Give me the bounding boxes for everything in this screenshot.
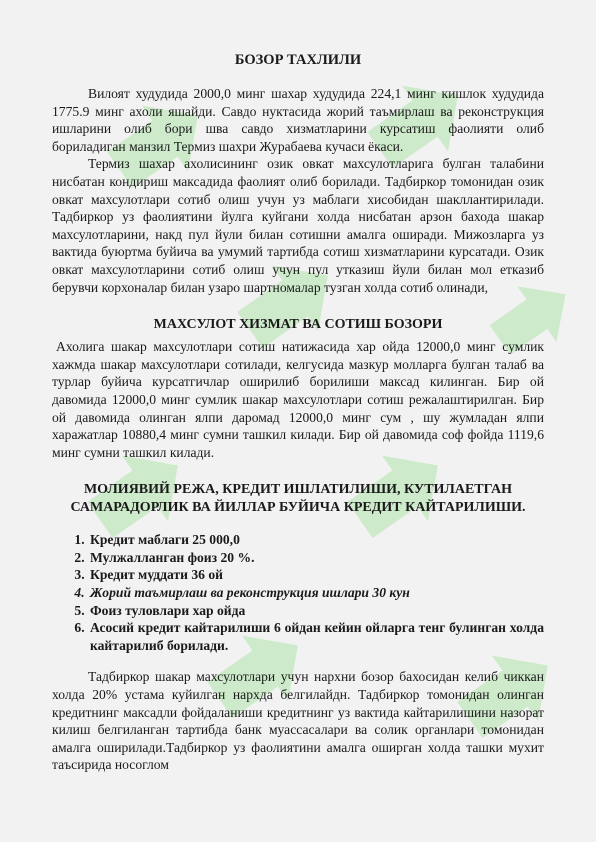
finance-item-interest-rate: 2. Мулжалланган фоиз 20 %. [88, 549, 544, 567]
finance-item-credit-amount: 1. Кредит маблаги 25 000,0 [88, 531, 544, 549]
finance-item-repayment: 6. Асосий кредит кайтарилиши 6 ойдан кейин ойларга тенг булинган холда кайтарилиб борилади. [88, 619, 544, 654]
finance-item-interest-payments: 5. Фоиз туловлари хар ойда [88, 602, 544, 620]
market-paragraph: Ахолига шакар махсулотлари сотиш натижасида хар ойда 12000,0 минг сумлик хажмда шакар махсулотлари сотилади, келгусида мазкур молларга булган талаб ва турлар буйича курсатгичлар оширилиб борилиши максад килинган. Бир ой давомида 12000,0 минг сумлик шакар махсулотлари сотиш режалаштирилган. Бир ой давомида олинган ялпи даромад 12000,0 минг сум , шу жумладан ялпи харажатлар 10880,4 минг сумни ташкил килади. Бир ой давомида соф фойда 1119,6 минг сумни ташкил килади. [52, 339, 544, 460]
market-heading: МАХСУЛОТ ХИЗМАТ ВА СОТИШ БОЗОРИ [153, 317, 443, 333]
analysis-section [52, 85, 544, 296]
closing-paragraph: Тадбиркор шакар махсулотлари учун нархни бозор бахосидан келиб чиккан холда 20% устама куйилган нархда белгилайдн. Тадбиркор томонидан олинган кредитнинг максадли фойдаланиши кредитнинг уз вактида кайтарилишини назорат килиш белгиланган тартибда банк муассасалари ва солик органлари томонидан амалга оширилади.Тадбиркор уз фаолиятини амалга оширган холда ташки мухит таъсирида носоглом [52, 669, 544, 773]
analysis-paragraph-2: Термиз шахар ахолисининг озик овкат махсулотларига булган талабини нисбатан кондириш максадида фаолият олиб борилади. Тадбиркор томонидан озик овкат махсулотлари сотиб олиш учун уз маблаги хисобидан шакллантирилади. Тадбиркор уз фаолиятини йулга куйгани холда нисбатан арзон бахода шакар махсулотларини, накд пул йули билан сотишни амалга оширади. Мижозларга уз вактида буюртма буйича ва умумий тартибда сотиш хизматларини курсатади. Озик овкат махсулотларини сотиб олиш учун пул утказиш йули билан мол етказиб берувчи корхоналар билан узаро шартномалар тузган холда сотиб олинади, [52, 156, 544, 295]
finance-list [66, 531, 544, 654]
market-section [52, 338, 544, 461]
finance-item-renovation: 4. Жорий таъмирлаш ва реконструкция ишлари 30 кун [88, 584, 544, 602]
closing-section [52, 668, 544, 774]
analysis-paragraph-1: Вилоят худудида 2000,0 минг шахар худудида 224,1 минг кишлок худудида 1775.9 минг ахоли яшайди. Савдо нуктасида жорий таъмирлаш ва реконструкция ишларини олиб бори шва савдо хизматларини курсатиш фаолияти олиб бориладиган манзил Термиз шахри Журабаева кучаси ёкаси. [52, 86, 544, 154]
finance-item-credit-term: 3. Кредит муддати 36 ой [88, 566, 544, 584]
page-title: БОЗОР ТАХЛИЛИ [234, 52, 362, 68]
document-content [52, 52, 544, 774]
finance-heading: МОЛИЯВИЙ РЕЖА, КРЕДИТ ИШЛАТИЛИШИ, КУТИЛАЕТГАН САМАРАДОРЛИК ВА ЙИЛЛАР БУЙИЧА КРЕДИТ КАЙТАРИЛИШИ. [70, 482, 526, 516]
